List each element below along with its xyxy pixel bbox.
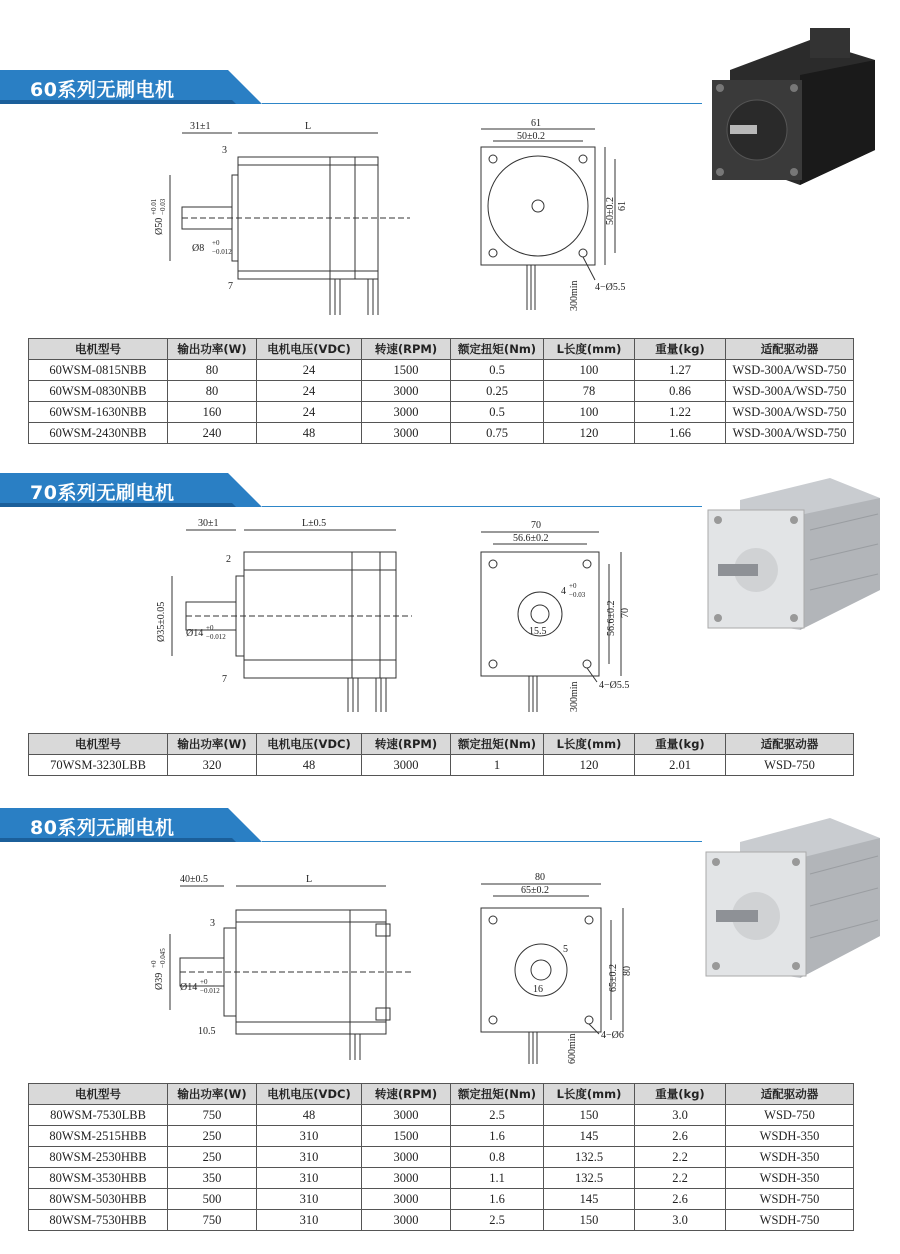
cell-weight: 2.01 [635, 755, 726, 776]
cell-power: 350 [168, 1168, 257, 1189]
table-row [29, 755, 854, 776]
cell-length: 100 [544, 360, 635, 381]
cell-length: 100 [544, 402, 635, 423]
front-view-drawing [465, 115, 655, 315]
cell-model: 80WSM-5030HBB [29, 1189, 168, 1210]
cell-model: 80WSM-2515HBB [29, 1126, 168, 1147]
dim-pilot-tol-up: +0 [150, 960, 158, 968]
table-row [29, 1105, 854, 1126]
cell-power: 750 [168, 1210, 257, 1231]
cell-weight: 1.27 [635, 360, 726, 381]
dim-holes: 4−Ø5.5 [599, 680, 630, 691]
cell-voltage: 48 [257, 755, 362, 776]
dim-v-pitch: 50±0.2 [605, 197, 616, 225]
cell-model: 80WSM-7530HBB [29, 1210, 168, 1231]
section-banner [0, 808, 262, 842]
dim-hole-pitch: 65±0.2 [521, 885, 549, 896]
divider-line [262, 103, 702, 104]
col-header: 适配驱动器 [726, 1084, 854, 1105]
col-header: 适配驱动器 [726, 734, 854, 755]
dim-step: 2 [226, 554, 231, 565]
cell-length: 132.5 [544, 1168, 635, 1189]
table-row [29, 402, 854, 423]
motor-photo-black [700, 20, 885, 190]
col-header: 电机电压(VDC) [257, 1084, 362, 1105]
cell-speed: 1500 [362, 360, 451, 381]
cell-speed: 3000 [362, 1189, 451, 1210]
cell-model: 70WSM-3230LBB [29, 755, 168, 776]
cell-driver: WSDH-350 [726, 1168, 854, 1189]
table-row [29, 360, 854, 381]
cell-voltage: 310 [257, 1168, 362, 1189]
dim-key-tol-up: +0 [569, 582, 577, 590]
dim-step: 3 [222, 145, 227, 156]
cell-power: 320 [168, 755, 257, 776]
section-banner [0, 473, 262, 507]
cell-weight: 1.22 [635, 402, 726, 423]
table-row [29, 381, 854, 402]
dim-width: 80 [535, 872, 545, 883]
cell-power: 80 [168, 381, 257, 402]
col-header: 额定扭矩(Nm) [451, 734, 544, 755]
cell-weight: 3.0 [635, 1210, 726, 1231]
dim-shaft-len: 40±0.5 [180, 874, 208, 885]
cell-speed: 3000 [362, 1105, 451, 1126]
col-header: 电机电压(VDC) [257, 339, 362, 360]
cell-length: 120 [544, 423, 635, 444]
spec-table [28, 1083, 854, 1231]
dim-shaft-dia: Ø8 [192, 243, 205, 254]
front-view-drawing [465, 868, 655, 1068]
dim-shaft-tol-dn: −0.012 [206, 633, 226, 641]
cell-torque: 0.25 [451, 381, 544, 402]
cell-speed: 3000 [362, 1210, 451, 1231]
dim-width: 70 [531, 520, 541, 531]
table-row [29, 1210, 854, 1231]
cell-length: 150 [544, 1105, 635, 1126]
dim-pilot-dia: Ø35±0.05 [156, 601, 167, 642]
cell-model: 60WSM-1630NBB [29, 402, 168, 423]
cell-torque: 1.1 [451, 1168, 544, 1189]
cell-driver: WSDH-750 [726, 1210, 854, 1231]
cell-speed: 1500 [362, 1126, 451, 1147]
dim-width: 61 [531, 118, 541, 129]
cell-weight: 2.6 [635, 1189, 726, 1210]
cell-weight: 1.66 [635, 423, 726, 444]
side-view-drawing [140, 512, 420, 722]
cell-length: 150 [544, 1210, 635, 1231]
dim-lead: 300min [569, 681, 580, 712]
table-header-row [29, 734, 854, 755]
cell-weight: 2.2 [635, 1168, 726, 1189]
cell-driver: WSD-300A/WSD-750 [726, 381, 854, 402]
dim-height: 80 [622, 966, 633, 976]
cell-power: 250 [168, 1126, 257, 1147]
cell-voltage: 310 [257, 1210, 362, 1231]
section-title: 60系列无刷电机 [30, 79, 175, 101]
col-header: 重量(kg) [635, 339, 726, 360]
cell-length: 145 [544, 1189, 635, 1210]
cell-driver: WSD-750 [726, 755, 854, 776]
cell-voltage: 310 [257, 1147, 362, 1168]
table-row [29, 1168, 854, 1189]
cell-length: 120 [544, 755, 635, 776]
cell-length: 78 [544, 381, 635, 402]
cell-voltage: 24 [257, 402, 362, 423]
cell-torque: 1 [451, 755, 544, 776]
dim-shaft-dia: Ø14 [180, 982, 198, 993]
dim-shaft-tol-up: +0 [206, 624, 214, 632]
divider-line [262, 506, 702, 507]
cell-voltage: 48 [257, 1105, 362, 1126]
spec-table [28, 338, 854, 444]
dim-pilot-dia: Ø39 [154, 972, 165, 990]
cell-speed: 3000 [362, 381, 451, 402]
side-view-drawing [140, 115, 420, 330]
cell-voltage: 310 [257, 1189, 362, 1210]
cell-voltage: 24 [257, 381, 362, 402]
dim-shaft-len: 31±1 [190, 121, 211, 132]
dim-height: 61 [617, 201, 628, 211]
cell-torque: 0.5 [451, 402, 544, 423]
col-header: 电机型号 [29, 734, 168, 755]
dim-hole-pitch: 56.6±0.2 [513, 533, 549, 544]
cell-torque: 0.5 [451, 360, 544, 381]
motor-photo-silver [700, 812, 885, 987]
dim-shaft-tol-up: +0 [200, 978, 208, 986]
col-header: 转速(RPM) [362, 339, 451, 360]
dim-flange: 7 [228, 281, 233, 292]
col-header: 电机型号 [29, 339, 168, 360]
cell-torque: 2.5 [451, 1210, 544, 1231]
dim-shaft-len: 30±1 [198, 518, 219, 529]
cell-length: 132.5 [544, 1147, 635, 1168]
dim-pilot-tol-dn: −0.045 [159, 948, 167, 968]
table-row [29, 1126, 854, 1147]
col-header: L长度(mm) [544, 339, 635, 360]
cell-model: 60WSM-0830NBB [29, 381, 168, 402]
cell-driver: WSD-750 [726, 1105, 854, 1126]
dim-body-len: L [306, 874, 313, 885]
cell-torque: 0.75 [451, 423, 544, 444]
dim-lead: 300min [569, 280, 580, 311]
dim-pilot-tol-dn: −0.03 [159, 198, 167, 215]
dim-holes: 4−Ø6 [601, 1030, 624, 1041]
spec-table [28, 733, 854, 776]
dim-key-tol-dn: −0.03 [569, 591, 586, 599]
dim-hole-pitch: 50±0.2 [517, 131, 545, 142]
col-header: 输出功率(W) [168, 339, 257, 360]
cell-weight: 3.0 [635, 1105, 726, 1126]
col-header: 输出功率(W) [168, 734, 257, 755]
dim-flange: 7 [222, 674, 227, 685]
col-header: 输出功率(W) [168, 1084, 257, 1105]
cell-torque: 1.6 [451, 1189, 544, 1210]
col-header: 重量(kg) [635, 1084, 726, 1105]
cell-driver: WSD-300A/WSD-750 [726, 402, 854, 423]
dim-key: 5 [563, 944, 568, 955]
dim-lead: 600min [567, 1033, 578, 1064]
cell-torque: 0.8 [451, 1147, 544, 1168]
cell-model: 80WSM-2530HBB [29, 1147, 168, 1168]
dim-body-len: L±0.5 [302, 518, 327, 529]
dim-body-len: L [305, 121, 312, 132]
motor-photo-silver [700, 470, 885, 640]
cell-power: 500 [168, 1189, 257, 1210]
dim-shaft-tol-up: +0 [212, 239, 220, 247]
table-row [29, 423, 854, 444]
dim-height: 70 [620, 608, 631, 618]
cell-driver: WSD-300A/WSD-750 [726, 423, 854, 444]
dim-flange: 10.5 [198, 1026, 216, 1037]
cell-power: 160 [168, 402, 257, 423]
table-header-row [29, 1084, 854, 1105]
cell-power: 250 [168, 1147, 257, 1168]
cell-model: 60WSM-0815NBB [29, 360, 168, 381]
dim-shaft-tol-dn: −0.012 [212, 248, 232, 256]
section-title: 70系列无刷电机 [30, 482, 175, 504]
dim-step: 3 [210, 918, 215, 929]
cell-speed: 3000 [362, 1147, 451, 1168]
cell-driver: WSDH-350 [726, 1126, 854, 1147]
dim-shaft-tol-dn: −0.012 [200, 987, 220, 995]
cell-weight: 2.6 [635, 1126, 726, 1147]
cell-voltage: 48 [257, 423, 362, 444]
cell-model: 80WSM-3530HBB [29, 1168, 168, 1189]
cell-voltage: 310 [257, 1126, 362, 1147]
table-row [29, 1189, 854, 1210]
dim-key-h: 15.5 [529, 626, 547, 637]
col-header: 电机型号 [29, 1084, 168, 1105]
dim-key: 4 [561, 586, 566, 597]
dim-v-pitch: 65±0.2 [608, 964, 619, 992]
col-header: 转速(RPM) [362, 1084, 451, 1105]
col-header: 额定扭矩(Nm) [451, 1084, 544, 1105]
cell-driver: WSD-300A/WSD-750 [726, 360, 854, 381]
divider-line [262, 841, 702, 842]
cell-torque: 1.6 [451, 1126, 544, 1147]
cell-speed: 3000 [362, 755, 451, 776]
cell-torque: 2.5 [451, 1105, 544, 1126]
col-header: 适配驱动器 [726, 339, 854, 360]
table-header-row [29, 339, 854, 360]
cell-model: 60WSM-2430NBB [29, 423, 168, 444]
cell-speed: 3000 [362, 402, 451, 423]
dim-shaft-dia: Ø14 [186, 628, 204, 639]
cell-speed: 3000 [362, 1168, 451, 1189]
section-title: 80系列无刷电机 [30, 817, 175, 839]
cell-driver: WSDH-350 [726, 1147, 854, 1168]
cell-voltage: 24 [257, 360, 362, 381]
col-header: 电机电压(VDC) [257, 734, 362, 755]
cell-power: 80 [168, 360, 257, 381]
col-header: L长度(mm) [544, 1084, 635, 1105]
dim-holes: 4−Ø5.5 [595, 282, 626, 293]
section-banner [0, 70, 262, 104]
dim-pilot-tol-up: +0.01 [150, 198, 158, 215]
col-header: L长度(mm) [544, 734, 635, 755]
cell-weight: 2.2 [635, 1147, 726, 1168]
dim-v-pitch: 56.6±0.2 [606, 600, 617, 636]
dim-key-h: 16 [533, 984, 543, 995]
cell-length: 145 [544, 1126, 635, 1147]
cell-model: 80WSM-7530LBB [29, 1105, 168, 1126]
col-header: 重量(kg) [635, 734, 726, 755]
front-view-drawing [465, 512, 655, 722]
side-view-drawing [140, 868, 420, 1068]
cell-weight: 0.86 [635, 381, 726, 402]
cell-power: 240 [168, 423, 257, 444]
cell-driver: WSDH-750 [726, 1189, 854, 1210]
cell-power: 750 [168, 1105, 257, 1126]
cell-speed: 3000 [362, 423, 451, 444]
col-header: 转速(RPM) [362, 734, 451, 755]
table-row [29, 1147, 854, 1168]
dim-pilot-dia: Ø50 [154, 217, 165, 235]
col-header: 额定扭矩(Nm) [451, 339, 544, 360]
